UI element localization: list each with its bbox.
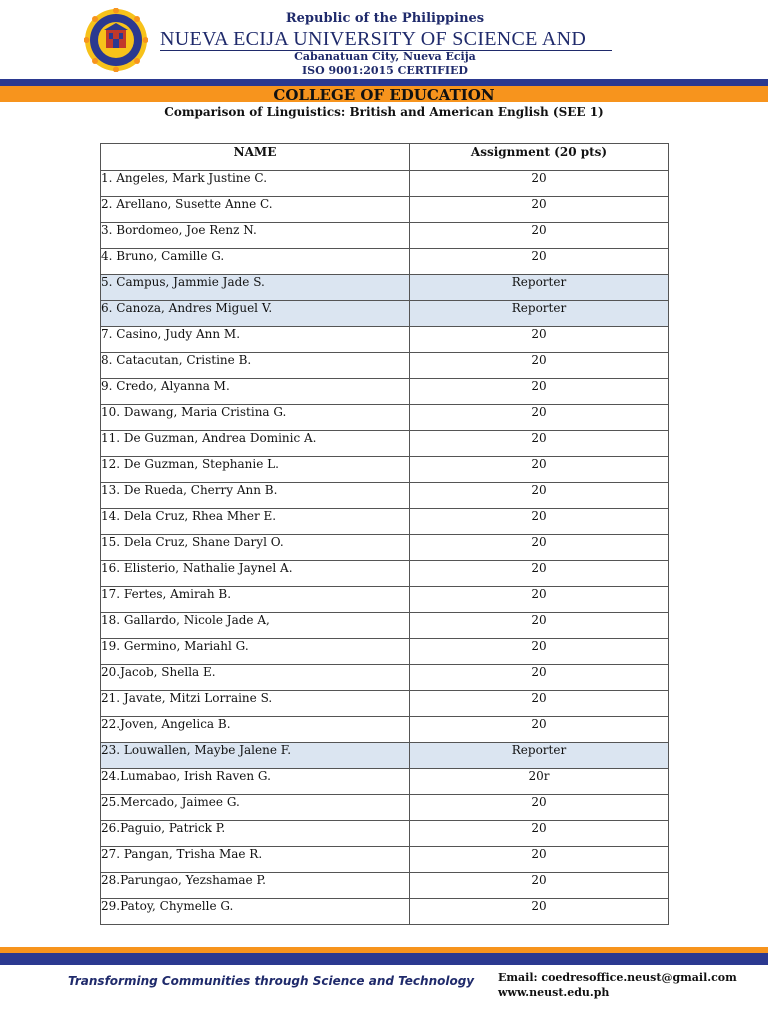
table-row [101,431,669,457]
table-row [101,717,669,743]
student-name-cell: 21. Javate, Mitzi Lorraine S. [101,691,410,717]
assignment-score-cell: 20 [410,535,669,561]
footer-website: www.neust.edu.ph [498,986,610,999]
student-name-cell: 6. Canoza, Andres Miguel V. [101,301,410,327]
table-row [101,301,669,327]
grades-table [100,143,669,925]
student-name-cell: 19. Germino, Mariahl G. [101,639,410,665]
table-row [101,171,669,197]
student-name-cell: 15. Dela Cruz, Shane Daryl O. [101,535,410,561]
table-row [101,405,669,431]
assignment-score-cell: 20 [410,613,669,639]
table-row [101,327,669,353]
header-band-navy [0,79,768,86]
table-row [101,535,669,561]
student-name-cell: 3. Bordomeo, Joe Renz N. [101,223,410,249]
student-name-cell: 23. Louwallen, Maybe Jalene F. [101,743,410,769]
table-row [101,691,669,717]
student-name-cell: 26.Paguio, Patrick P. [101,821,410,847]
student-name-cell: 29.Patoy, Chymelle G. [101,899,410,925]
university-address: Cabanatuan City, Nueva Ecija [294,50,476,63]
assignment-score-cell: 20 [410,353,669,379]
table-row [101,483,669,509]
table-row [101,665,669,691]
name-column-header: NAME [101,144,410,171]
assignment-score-cell: 20 [410,587,669,613]
assignment-score-cell: Reporter [410,743,669,769]
assignment-score-cell: 20 [410,561,669,587]
student-name-cell: 7. Casino, Judy Ann M. [101,327,410,353]
assignment-score-cell: 20 [410,431,669,457]
assignment-score-cell: Reporter [410,275,669,301]
assignment-score-cell: 20 [410,509,669,535]
assignment-score-cell: 20 [410,249,669,275]
footer-email: Email: coedresoffice.neust@gmail.com [498,971,737,984]
student-name-cell: 8. Catacutan, Cristine B. [101,353,410,379]
assignment-score-cell: 20 [410,483,669,509]
table-row [101,353,669,379]
student-name-cell: 9. Credo, Alyanna M. [101,379,410,405]
university-seal-icon [84,8,148,72]
assignment-score-cell: 20 [410,821,669,847]
assignment-score-cell: 20 [410,327,669,353]
student-name-cell: 16. Elisterio, Nathalie Jaynel A. [101,561,410,587]
table-row [101,457,669,483]
table-header-row [101,144,669,171]
table-row [101,509,669,535]
student-name-cell: 28.Parungao, Yezshamae P. [101,873,410,899]
assignment-score-cell: 20 [410,795,669,821]
assignment-score-cell: 20 [410,899,669,925]
table-row [101,561,669,587]
table-row [101,743,669,769]
table-row [101,275,669,301]
assignment-score-cell: 20 [410,873,669,899]
student-name-cell: 24.Lumabao, Irish Raven G. [101,769,410,795]
table-row [101,899,669,925]
table-row [101,769,669,795]
assignment-score-cell: 20 [410,379,669,405]
student-name-cell: 20.Jacob, Shella E. [101,665,410,691]
student-name-cell: 4. Bruno, Camille G. [101,249,410,275]
assignment-score-cell: 20 [410,691,669,717]
table-row [101,795,669,821]
student-name-cell: 2. Arellano, Susette Anne C. [101,197,410,223]
assignment-score-cell: 20 [410,847,669,873]
student-name-cell: 12. De Guzman, Stephanie L. [101,457,410,483]
student-name-cell: 18. Gallardo, Nicole Jade A, [101,613,410,639]
assignment-score-cell: 20 [410,639,669,665]
table-row [101,197,669,223]
table-row [101,223,669,249]
student-name-cell: 11. De Guzman, Andrea Dominic A. [101,431,410,457]
republic-heading: Republic of the Philippines [285,11,485,26]
university-name: NUEVA ECIJA UNIVERSITY OF SCIENCE AND [160,28,587,50]
assignment-score-cell: 20 [410,457,669,483]
assignment-column-header: Assignment (20 pts) [410,144,669,171]
iso-certification: ISO 9001:2015 CERTIFIED [302,64,468,77]
table-row [101,639,669,665]
footer-tagline: Transforming Communities through Science and Technology [68,974,475,988]
student-name-cell: 14. Dela Cruz, Rhea Mher E. [101,509,410,535]
assignment-score-cell: 20 [410,717,669,743]
student-name-cell: 27. Pangan, Trisha Mae R. [101,847,410,873]
document-subtitle: Comparison of Linguistics: British and American English (SEE 1) [164,105,604,119]
table-row [101,587,669,613]
student-name-cell: 17. Fertes, Amirah B. [101,587,410,613]
assignment-score-cell: 20 [410,171,669,197]
table-row [101,249,669,275]
assignment-score-cell: 20 [410,665,669,691]
assignment-score-cell: 20r [410,769,669,795]
assignment-score-cell: 20 [410,197,669,223]
assignment-score-cell: 20 [410,405,669,431]
student-name-cell: 13. De Rueda, Cherry Ann B. [101,483,410,509]
grades-table-body [101,171,669,925]
table-row [101,847,669,873]
student-name-cell: 22.Joven, Angelica B. [101,717,410,743]
student-name-cell: 1. Angeles, Mark Justine C. [101,171,410,197]
table-row [101,821,669,847]
footer-band-navy [0,953,768,965]
assignment-score-cell: 20 [410,223,669,249]
table-row [101,873,669,899]
table-row [101,379,669,405]
student-name-cell: 10. Dawang, Maria Cristina G. [101,405,410,431]
assignment-score-cell: Reporter [410,301,669,327]
table-row [101,613,669,639]
student-name-cell: 25.Mercado, Jaimee G. [101,795,410,821]
student-name-cell: 5. Campus, Jammie Jade S. [101,275,410,301]
college-title: COLLEGE OF EDUCATION [273,86,495,104]
